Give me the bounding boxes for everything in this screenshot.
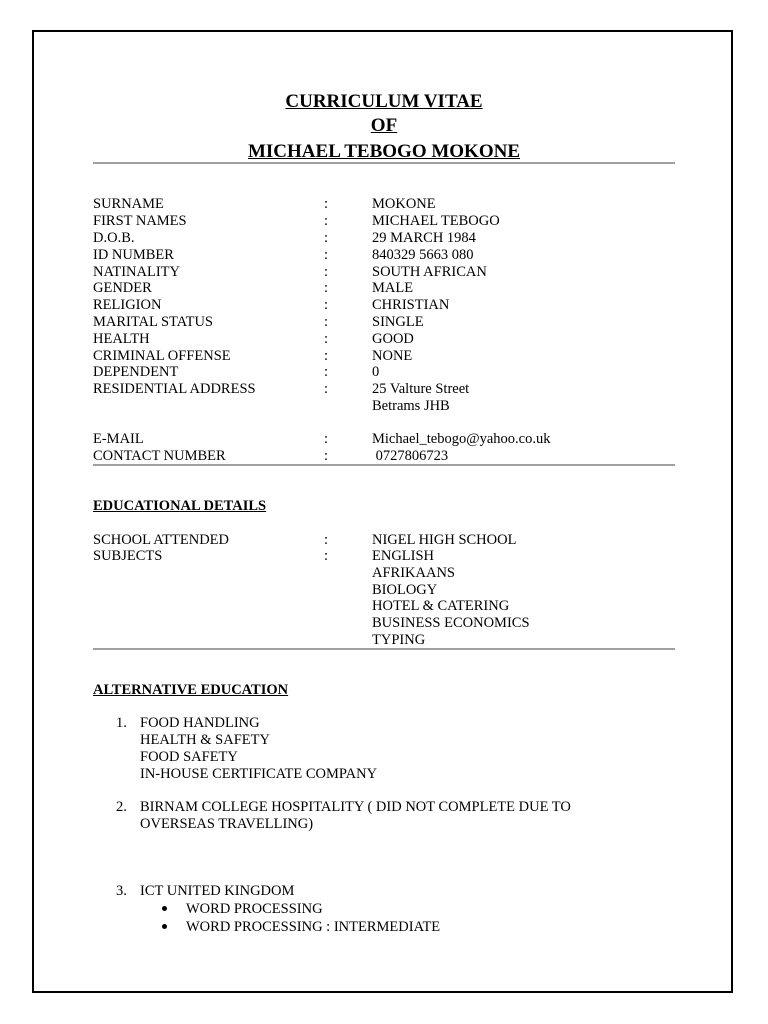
personal-value: MALE [372, 280, 414, 296]
separator-colon: : [324, 297, 329, 313]
divider-rule [93, 648, 675, 650]
separator-colon: : [324, 348, 329, 364]
separator-colon: : [324, 548, 329, 564]
personal-label: DEPENDENT [93, 364, 179, 380]
contact-number-value: 0727806723 [372, 448, 449, 464]
personal-label: ID NUMBER [93, 247, 174, 263]
separator-colon: : [324, 381, 329, 397]
subject-item: BUSINESS ECONOMICS [372, 615, 530, 631]
separator-colon: : [324, 314, 329, 330]
separator-colon: : [324, 247, 329, 263]
alternative-education-heading: ALTERNATIVE EDUCATION [93, 682, 289, 698]
document-title-line-2: OF [370, 115, 398, 136]
personal-label: RELIGION [93, 297, 162, 313]
personal-label: CRIMINAL OFFENSE [93, 348, 231, 364]
list-item-line: FOOD SAFETY [140, 749, 238, 765]
subjects-label: SUBJECTS [93, 548, 163, 564]
subject-item: TYPING [372, 632, 426, 648]
personal-value: NONE [372, 348, 413, 364]
personal-value: GOOD [372, 331, 414, 347]
personal-label: HEALTH [93, 331, 150, 347]
separator-colon: : [324, 364, 329, 380]
personal-label: SURNAME [93, 196, 164, 212]
list-item-line: ICT UNITED KINGDOM [140, 883, 295, 899]
subject-item: HOTEL & CATERING [372, 598, 510, 614]
personal-value: 0 [372, 364, 380, 380]
document-title-line-1: CURRICULUM VITAE [285, 91, 483, 112]
separator-colon: : [324, 196, 329, 212]
list-number: 3. [116, 883, 127, 899]
separator-colon: : [324, 431, 329, 447]
separator-colon: : [324, 448, 329, 464]
list-number: 2. [116, 799, 127, 815]
bullet-item: WORD PROCESSING : INTERMEDIATE [186, 919, 441, 935]
list-item-line: OVERSEAS TRAVELLING) [140, 816, 314, 832]
separator-colon: : [324, 532, 329, 548]
separator-colon: : [324, 264, 329, 280]
bullet-item: WORD PROCESSING [186, 901, 323, 917]
separator-colon: : [324, 280, 329, 296]
bullet-icon [162, 906, 167, 911]
personal-label: GENDER [93, 280, 152, 296]
list-item-line: HEALTH & SAFETY [140, 732, 270, 748]
personal-value: CHRISTIAN [372, 297, 450, 313]
list-item-line: BIRNAM COLLEGE HOSPITALITY ( DID NOT COMPLETE DUE TO [140, 799, 571, 815]
personal-value: SINGLE [372, 314, 424, 330]
bullet-icon [162, 924, 167, 929]
divider-rule [93, 162, 675, 164]
address-line-1: 25 Valture Street [372, 381, 470, 397]
school-label: SCHOOL ATTENDED [93, 532, 230, 548]
personal-value: MOKONE [372, 196, 436, 212]
separator-colon: : [324, 331, 329, 347]
personal-label: NATINALITY [93, 264, 180, 280]
personal-label: MARITAL STATUS [93, 314, 213, 330]
list-item-line: FOOD HANDLING [140, 715, 260, 731]
list-item-line: IN-HOUSE CERTIFICATE COMPANY [140, 766, 378, 782]
divider-rule [93, 464, 675, 466]
document-title-line-3: MICHAEL TEBOGO MOKONE [247, 141, 521, 162]
personal-label: RESIDENTIAL ADDRESS [93, 381, 256, 397]
personal-value: MICHAEL TEBOGO [372, 213, 500, 229]
educational-details-heading: EDUCATIONAL DETAILS [93, 498, 267, 514]
personal-label: E-MAIL [93, 431, 144, 447]
separator-colon: : [324, 230, 329, 246]
list-number: 1. [116, 715, 127, 731]
personal-label: FIRST NAMES [93, 213, 187, 229]
personal-value: SOUTH AFRICAN [372, 264, 487, 280]
email-value: Michael_tebogo@yahoo.co.uk [372, 431, 551, 447]
personal-value: 840329 5663 080 [372, 247, 474, 263]
address-line-2: Betrams JHB [372, 398, 450, 414]
personal-label: D.O.B. [93, 230, 135, 246]
separator-colon: : [324, 213, 329, 229]
personal-value: 29 MARCH 1984 [372, 230, 476, 246]
school-value: NIGEL HIGH SCHOOL [372, 532, 517, 548]
subject-item: BIOLOGY [372, 582, 438, 598]
personal-label: CONTACT NUMBER [93, 448, 226, 464]
subject-item: ENGLISH [372, 548, 435, 564]
subject-item: AFRIKAANS [372, 565, 455, 581]
